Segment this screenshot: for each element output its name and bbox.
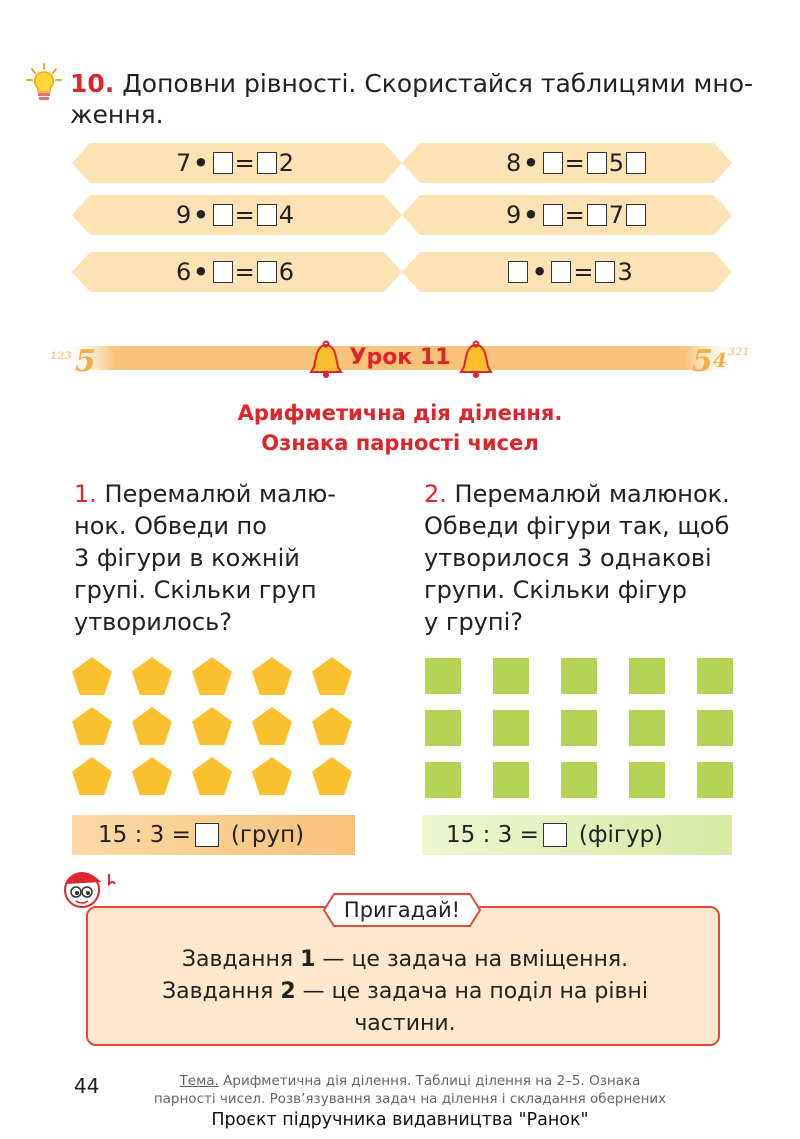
- equals-sign: =: [234, 149, 255, 177]
- result-digit: 2: [278, 149, 295, 177]
- task-2-equation: [422, 815, 732, 855]
- square-shape: [629, 762, 665, 798]
- blank-box[interactable]: [213, 152, 233, 174]
- square-shape: [561, 762, 597, 798]
- task-text: Доповни рівності. Скористайся таблицями мно- ження.: [70, 69, 754, 129]
- pentagon-grid: [70, 652, 360, 802]
- blank-box[interactable]: [543, 204, 563, 226]
- equation-unit: (груп): [230, 822, 305, 848]
- square-shape: [697, 658, 733, 694]
- task-number: 1.: [74, 480, 97, 508]
- svg-text:4: 4: [713, 348, 727, 372]
- text: Завдання: [181, 947, 301, 972]
- equation-left: 15 : 3 =: [98, 822, 191, 848]
- task-1-equation: [72, 815, 355, 855]
- pentagon-shape: [312, 657, 352, 695]
- pentagon-shape: [132, 657, 172, 695]
- pentagon-shape: [312, 707, 352, 745]
- result-digit: 6: [278, 258, 295, 286]
- pentagon-shape: [252, 757, 292, 795]
- equals-sign: =: [234, 201, 255, 229]
- equation-strip: [72, 143, 402, 183]
- square-shape: [493, 710, 529, 746]
- text: Завдання: [162, 979, 281, 1004]
- pentagon-shape: [192, 707, 232, 745]
- page-number: 44: [74, 1074, 100, 1098]
- pentagon-shape: [192, 657, 232, 695]
- text: — це задача на вміщення.: [315, 947, 629, 972]
- lesson-topic: [0, 398, 800, 458]
- svg-text:5: 5: [692, 344, 713, 379]
- square-shape: [561, 658, 597, 694]
- equation-strip: [72, 252, 402, 292]
- boy-mascot-icon: [54, 862, 124, 912]
- text: частини.: [354, 1011, 456, 1036]
- footer-line: Арифметична дія ділення. Таблиці ділення на 2–5. Ознака: [218, 1073, 641, 1089]
- square-shape: [629, 658, 665, 694]
- square-shape: [629, 710, 665, 746]
- equation-unit: (фігур): [578, 822, 664, 848]
- multiply-sign: •: [193, 201, 209, 229]
- square-grid: [424, 658, 734, 798]
- blank-box[interactable]: [213, 261, 233, 283]
- pentagon-shape: [132, 707, 172, 745]
- square-shape: [493, 762, 529, 798]
- equals-sign: =: [234, 258, 255, 286]
- blank-box[interactable]: [626, 204, 646, 226]
- task-text: Перемалюй малюнок. Обведи фігури так, щоб утворилося 3 однакові групи. Скільки фігур у групі?: [424, 480, 730, 636]
- equation-strip: [402, 143, 732, 183]
- task-10-heading: [70, 68, 760, 130]
- task-2: [424, 478, 754, 638]
- svg-text:³²¹: ³²¹: [728, 345, 750, 366]
- task-number: 10.: [70, 69, 115, 98]
- text: — це задача на поділ на рівні: [295, 979, 648, 1004]
- pentagon-shape: [252, 707, 292, 745]
- pentagon-shape: [72, 657, 112, 695]
- equals-sign: =: [573, 258, 594, 286]
- reminder-text: [110, 944, 700, 1040]
- square-shape: [425, 710, 461, 746]
- answer-box[interactable]: [543, 823, 567, 847]
- result-digit: 4: [278, 201, 295, 229]
- pentagon-shape: [252, 657, 292, 695]
- reminder-label: Пригадай!: [343, 898, 461, 922]
- factor: 9: [506, 201, 522, 229]
- result-digit: 5: [608, 149, 625, 177]
- multiply-sign: •: [532, 258, 548, 286]
- task-text: Перемалюй малю- нок. Обведи по 3 фігури в кожній групі. Скільки груп утворилось?: [74, 480, 336, 636]
- svg-text:5: 5: [75, 344, 96, 379]
- multiply-sign: •: [523, 149, 539, 177]
- blank-box[interactable]: [213, 204, 233, 226]
- pentagon-shape: [132, 757, 172, 795]
- blank-box[interactable]: [595, 261, 615, 283]
- multiply-sign: •: [193, 258, 209, 286]
- svg-text:¹²³: ¹²³: [50, 349, 72, 370]
- theme-label: Тема.: [179, 1073, 219, 1089]
- multiply-sign: •: [523, 201, 539, 229]
- square-shape: [697, 762, 733, 798]
- factor: 8: [506, 149, 522, 177]
- blank-box[interactable]: [626, 152, 646, 174]
- blank-box[interactable]: [551, 261, 571, 283]
- multiply-sign: •: [193, 149, 209, 177]
- publisher-line: Проєкт підручника видавництва "Ранок": [211, 1110, 589, 1130]
- lightbulb-icon: [24, 62, 64, 106]
- factor: 7: [176, 149, 192, 177]
- equals-sign: =: [564, 201, 585, 229]
- task-ref: 1: [300, 947, 316, 972]
- blank-box[interactable]: [587, 204, 607, 226]
- topic-line: Арифметична дія ділення.: [237, 401, 563, 425]
- topic-line: Ознака парності чисел: [261, 431, 539, 455]
- square-shape: [561, 710, 597, 746]
- task-number: 2.: [424, 480, 447, 508]
- blank-box[interactable]: [508, 261, 528, 283]
- blank-box[interactable]: [257, 261, 277, 283]
- answer-box[interactable]: [195, 823, 219, 847]
- task-1: [74, 478, 374, 638]
- lesson-title: Урок 11: [349, 345, 451, 370]
- blank-box[interactable]: [543, 152, 563, 174]
- pentagon-shape: [312, 757, 352, 795]
- blank-box[interactable]: [257, 204, 277, 226]
- pentagon-shape: [72, 707, 112, 745]
- square-shape: [697, 710, 733, 746]
- task-ref: 2: [280, 979, 296, 1004]
- footer-theme: [120, 1072, 700, 1108]
- result-digit: 7: [608, 201, 625, 229]
- square-shape: [493, 658, 529, 694]
- blank-box[interactable]: [257, 152, 277, 174]
- pentagon-shape: [72, 757, 112, 795]
- pentagon-shape: [192, 757, 232, 795]
- result-digit: 3: [617, 258, 633, 286]
- square-shape: [425, 762, 461, 798]
- equation-strip: [402, 195, 732, 235]
- equals-sign: =: [564, 149, 585, 177]
- blank-box[interactable]: [587, 152, 607, 174]
- footer-line: парності чисел. Розв’язування задач на ділення і складання обернених: [153, 1091, 667, 1107]
- square-shape: [425, 658, 461, 694]
- equation-left: 15 : 3 =: [446, 822, 539, 848]
- factor: 6: [176, 258, 192, 286]
- equation-strip: [72, 195, 402, 235]
- equation-strip: [402, 252, 732, 292]
- factor: 9: [176, 201, 192, 229]
